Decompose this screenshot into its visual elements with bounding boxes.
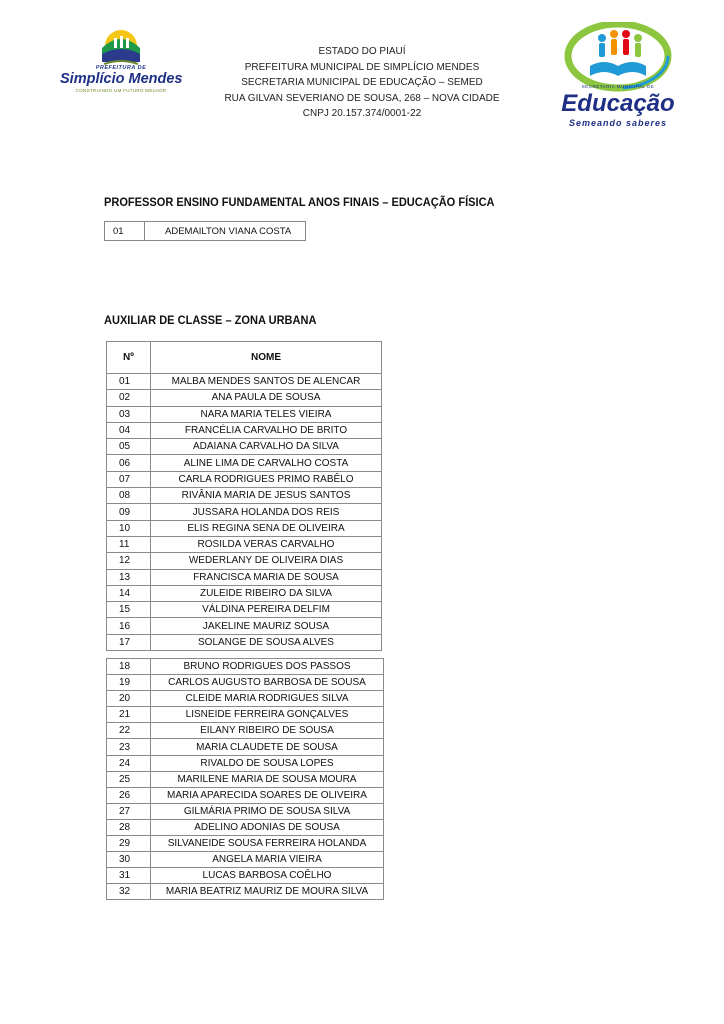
row-number: 03 — [107, 406, 151, 422]
professor-table — [104, 221, 306, 241]
row-number: 16 — [107, 618, 151, 634]
logo-left-prefix: PREFEITURA DE — [95, 65, 147, 71]
row-number: 05 — [107, 439, 151, 455]
row-name: FRANCÉLIA CARVALHO DE BRITO — [151, 422, 382, 438]
logo-left-name: Simplício Mendes — [60, 71, 183, 87]
row-number: 04 — [107, 422, 151, 438]
table-row — [107, 634, 382, 650]
row-name: MARIA BEATRIZ MAURIZ DE MOURA SILVA — [151, 884, 384, 900]
table-row — [107, 884, 384, 900]
table-row — [107, 471, 382, 487]
row-name: MALBA MENDES SANTOS DE ALENCAR — [151, 374, 382, 390]
table-row — [107, 691, 384, 707]
row-number: 27 — [107, 803, 151, 819]
row-number: 02 — [107, 390, 151, 406]
column-header-name: NOME — [151, 342, 382, 374]
table-row — [107, 868, 384, 884]
row-name: LISNEIDE FERREIRA GONÇALVES — [151, 707, 384, 723]
table-row — [107, 675, 384, 691]
row-name: ANGELA MARIA VIEIRA — [151, 852, 384, 868]
row-number: 31 — [107, 868, 151, 884]
table-row — [107, 771, 384, 787]
table-row — [107, 488, 382, 504]
row-number: 25 — [107, 771, 151, 787]
row-name: BRUNO RODRIGUES DOS PASSOS — [151, 659, 384, 675]
row-name: JUSSARA HOLANDA DOS REIS — [151, 504, 382, 520]
row-number: 15 — [107, 602, 151, 618]
row-name: ADELINO ADONIAS DE SOUSA — [151, 819, 384, 835]
row-number: 19 — [107, 675, 151, 691]
row-number: 08 — [107, 488, 151, 504]
table-row — [107, 553, 382, 569]
education-emblem-icon — [550, 22, 686, 92]
sun-emblem-icon — [60, 24, 182, 68]
table-row — [107, 739, 384, 755]
table-row — [107, 803, 384, 819]
row-number: 13 — [107, 569, 151, 585]
table-row — [107, 602, 382, 618]
table-row — [107, 536, 382, 552]
row-number: 14 — [107, 585, 151, 601]
logo-simplicio-mendes — [60, 24, 182, 94]
row-number: 09 — [107, 504, 151, 520]
table-row — [107, 455, 382, 471]
column-header-number: Nº — [107, 342, 151, 374]
row-name: SOLANGE DE SOUSA ALVES — [151, 634, 382, 650]
table-row — [107, 852, 384, 868]
row-name: ZULEIDE RIBEIRO DA SILVA — [151, 585, 382, 601]
header-line-cnpj: CNPJ 20.157.374/0001-22 — [302, 108, 422, 119]
row-number: 21 — [107, 707, 151, 723]
row-name: ELIS REGINA SENA DE OLIVEIRA — [151, 520, 382, 536]
table-row — [107, 707, 384, 723]
table-row — [107, 569, 382, 585]
document-header — [200, 44, 524, 122]
row-name: VÁLDINA PEREIRA DELFIM — [151, 602, 382, 618]
row-number: 07 — [107, 471, 151, 487]
row-number: 10 — [107, 520, 151, 536]
header-line-address: RUA GILVAN SEVERIANO DE SOUSA, 268 – NOVA CIDADE — [224, 92, 500, 104]
professor-row-name: ADEMAILTON VIANA COSTA — [165, 225, 292, 237]
header-line-secretariat: SECRETARIA MUNICIPAL DE EDUCAÇÃO – SEMED — [241, 77, 483, 88]
table-row — [107, 439, 382, 455]
row-number: 30 — [107, 852, 151, 868]
section-title-professor: PROFESSOR ENSINO FUNDAMENTAL ANOS FINAIS – EDUCAÇÃO FÍSICA — [104, 195, 495, 209]
row-number: 24 — [107, 755, 151, 771]
row-number: 23 — [107, 739, 151, 755]
table-row — [107, 755, 384, 771]
row-number: 20 — [107, 691, 151, 707]
logo-right-top-text: SECRETARIA MUNICIPAL DE — [581, 84, 655, 89]
row-name: CARLA RODRIGUES PRIMO RABÊLO — [151, 471, 382, 487]
row-number: 06 — [107, 455, 151, 471]
table-row — [107, 659, 384, 675]
row-name: ROSILDA VERAS CARVALHO — [151, 536, 382, 552]
logo-left-slogan: CONSTRUINDO UM FUTURO MELHOR — [75, 88, 167, 93]
row-number: 29 — [107, 836, 151, 852]
table-row — [107, 422, 382, 438]
row-name: RIVÂNIA MARIA DE JESUS SANTOS — [151, 488, 382, 504]
table-row — [107, 787, 384, 803]
row-number: 12 — [107, 553, 151, 569]
row-name: MARIA APARECIDA SOARES DE OLIVEIRA — [151, 787, 384, 803]
auxiliar-table-part2 — [106, 658, 384, 900]
row-number: 17 — [107, 634, 151, 650]
row-name: LUCAS BARBOSA COÊLHO — [151, 868, 384, 884]
table-row — [107, 520, 382, 536]
logo-right-slogan: Semeando saberes — [568, 118, 668, 128]
row-name: CLEIDE MARIA RODRIGUES SILVA — [151, 691, 384, 707]
row-number: 26 — [107, 787, 151, 803]
row-name: WEDERLANY DE OLIVEIRA DIAS — [151, 553, 382, 569]
table-row — [107, 836, 384, 852]
row-name: RIVALDO DE SOUSA LOPES — [151, 755, 384, 771]
row-number: 22 — [107, 723, 151, 739]
row-number: 28 — [107, 819, 151, 835]
table-row — [107, 504, 382, 520]
table-row — [107, 618, 382, 634]
table-row — [107, 374, 382, 390]
auxiliar-table-part1 — [106, 341, 382, 651]
table-header-row — [107, 342, 382, 374]
row-name: EILANY RIBEIRO DE SOUSA — [151, 723, 384, 739]
row-number: 01 — [107, 374, 151, 390]
header-line-state: ESTADO DO PIAUÍ — [318, 46, 406, 57]
row-name: CARLOS AUGUSTO BARBOSA DE SOUSA — [151, 675, 384, 691]
row-name: ANA PAULA DE SOUSA — [151, 390, 382, 406]
row-name: JAKELINE MAURIZ SOUSA — [151, 618, 382, 634]
row-number: 11 — [107, 536, 151, 552]
table-row — [107, 585, 382, 601]
row-number: 18 — [107, 659, 151, 675]
header-line-prefecture: PREFEITURA MUNICIPAL DE SIMPLÍCIO MENDES — [244, 61, 480, 73]
row-number: 32 — [107, 884, 151, 900]
row-name: ADAIANA CARVALHO DA SILVA — [151, 439, 382, 455]
row-name: GILMÁRIA PRIMO DE SOUSA SILVA — [151, 803, 384, 819]
row-name: ALINE LIMA DE CARVALHO COSTA — [151, 455, 382, 471]
logo-educacao — [550, 22, 686, 130]
logo-right-name: Educação — [561, 90, 675, 117]
table-row — [107, 406, 382, 422]
table-row — [107, 723, 384, 739]
row-name: MARIA CLAUDETE DE SOUSA — [151, 739, 384, 755]
row-name: SILVANEIDE SOUSA FERREIRA HOLANDA — [151, 836, 384, 852]
section-title-auxiliar: AUXILIAR DE CLASSE – ZONA URBANA — [104, 313, 317, 327]
table-row — [107, 390, 382, 406]
table-row — [107, 819, 384, 835]
row-name: NARA MARIA TELES VIEIRA — [151, 406, 382, 422]
row-name: FRANCISCA MARIA DE SOUSA — [151, 569, 382, 585]
professor-row-number: 01 — [105, 222, 145, 240]
row-name: MARILENE MARIA DE SOUSA MOURA — [151, 771, 384, 787]
